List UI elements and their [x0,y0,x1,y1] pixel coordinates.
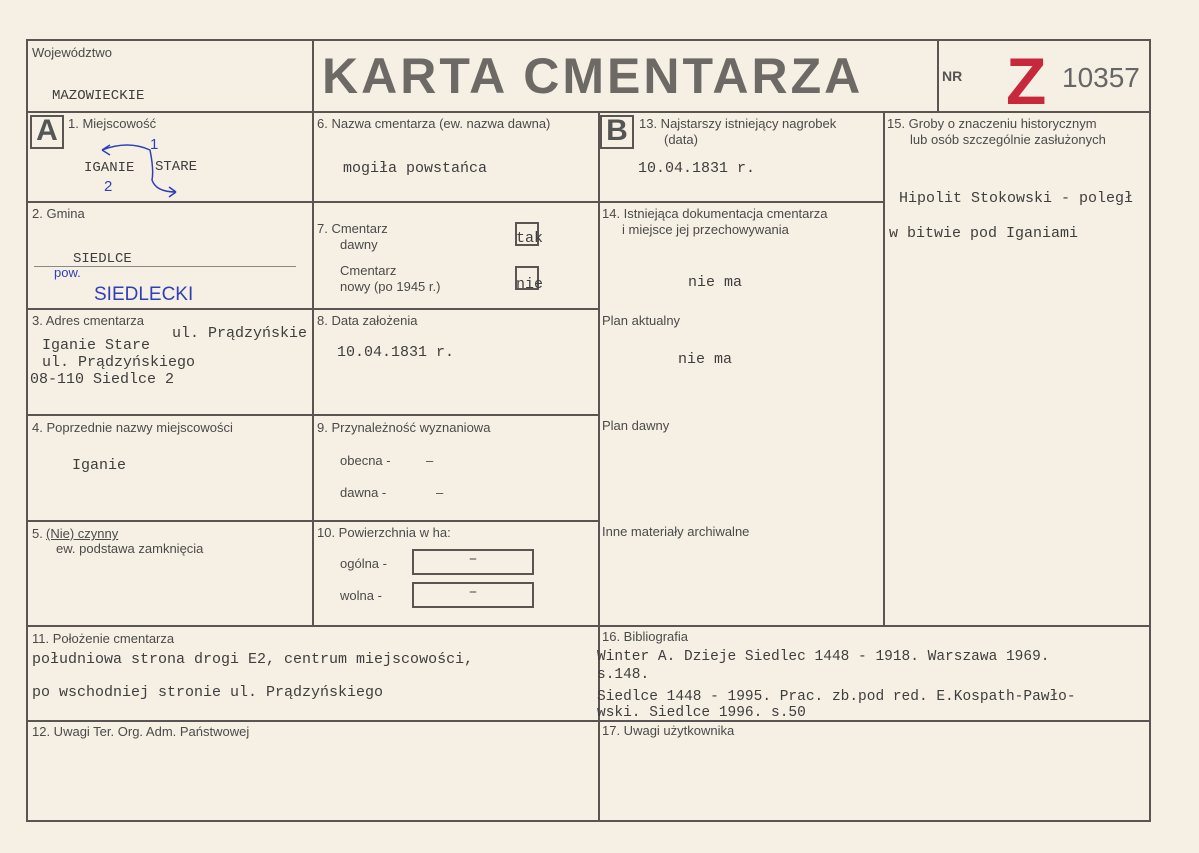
f12-label: 12. Uwagi Ter. Org. Adm. Państwowej [32,724,250,739]
f1-value-2: STARE [155,159,198,175]
f1-note-1: 1 [150,136,159,153]
f16-line1: Winter A. Dzieje Siedlec 1448 - 1918. Warszawa 1969. [597,649,1050,665]
page-title: KARTA CMENTARZA [322,48,864,104]
f9-label: 9. Przynależność wyznaniowa [317,420,491,435]
swap-arrow-icon [98,140,183,200]
f4-value: Iganie [72,457,127,474]
f14-label2: i miejsce jej przechowywania [622,222,789,237]
f2-label: 2. Gmina [32,206,85,221]
f9-dawna-value: – [436,485,444,500]
plan-dawny-label: Plan dawny [602,418,670,433]
f2-note-value: SIEDLECKI [94,284,194,305]
f13-label1: 13. Najstarszy istniejący nagrobek [639,116,837,131]
f1-value-1: IGANIE [84,160,135,176]
f8-value: 10.04.1831 r. [337,344,455,361]
f5-sub: ew. podstawa zamknięcia [56,541,204,556]
plan-aktualny-label: Plan aktualny [602,313,681,328]
wojewodztwo-value: MAZOWIECKIE [52,88,145,104]
f10-wolna-label: wolna - [340,588,382,603]
f7-value-b: nie [516,276,544,293]
f16-line2: s.148. [597,667,650,683]
f15-label2: lub osób szczególnie zasłużonych [910,132,1106,147]
f5-label-num: 5. [32,526,43,541]
f3-label: 3. Adres cmentarza [32,313,144,328]
f3-line1: Iganie Stare [42,337,151,354]
f9-obecna-label: obecna - [340,453,391,468]
f7-label-b2: nowy (po 1945 r.) [340,279,441,294]
f10-label: 10. Powierzchnia w ha: [317,525,451,540]
f11-label: 11. Położenie cmentarza [32,631,175,646]
f3-line2: ul. Prądzyńskiego [42,354,196,371]
f15-line1: Hipolit Stokowski - poległ [899,190,1134,207]
f3-line3: 08-110 Siedlce 2 [30,371,175,388]
section-b-letter: B [600,115,634,149]
f8-label: 8. Data założenia [317,313,418,328]
f14-label1: 14. Istniejąca dokumentacja cmentarza [602,206,828,221]
cell-f14 [598,201,885,627]
f5-label: (Nie) czynny [46,526,119,541]
f17-label: 17. Uwagi użytkownika [602,723,735,738]
nr-label: NR [942,68,963,84]
f2-note-pow: pow. [54,265,81,280]
f16-line4: wski. Siedlce 1996. s.50 [597,705,806,721]
f7-label-a1: 7. Cmentarz [317,221,388,236]
f4-label: 4. Poprzednie nazwy miejscowości [32,420,233,435]
nr-stamp: Z [1006,44,1047,118]
f6-value: mogiła powstańca [343,160,488,177]
f10-ogolna-value: – [412,549,534,575]
cell-f15 [883,111,1151,627]
f14-value: nie ma [688,274,743,291]
f9-dawna-label: dawna - [340,485,387,500]
f6-label: 6. Nazwa cmentarza (ew. nazwa dawna) [317,116,551,131]
f15-label1: 15. Groby o znaczeniu historycznym [887,116,1097,131]
f11-line1: południowa strona drogi E2, centrum miejscowości, [32,651,474,668]
plan-aktualny-value: nie ma [678,351,733,368]
inne-materialy-label: Inne materiały archiwalne [602,524,750,539]
f1-label: 1. Miejscowość [68,116,157,131]
f2-value: SIEDLCE [73,251,132,267]
f7-label-a2: dawny [340,237,378,252]
f10-wolna-value: – [412,582,534,608]
f7-value-a: tak [516,230,544,247]
f1-note-2: 2 [104,178,113,195]
f16-line3: Siedlce 1448 - 1995. Prac. zb.pod red. E.Kospath-Pawło- [597,689,1076,705]
f3-line0: ul. Prądzyńskie [172,325,308,342]
f15-line2: w bitwie pod Iganiami [889,225,1079,242]
f13-value: 10.04.1831 r. [638,160,756,177]
nr-value: 10357 [1062,62,1140,93]
f11-line2: po wschodniej stronie ul. Prądzyńskiego [32,684,384,701]
f7-label-b1: Cmentarz [340,263,397,278]
f9-obecna-value: – [426,453,434,468]
section-a-letter: A [30,115,64,149]
wojewodztwo-label: Województwo [32,45,112,60]
f10-ogolna-label: ogólna - [340,556,387,571]
f16-label: 16. Bibliografia [602,629,688,644]
f13-label2: (data) [664,132,698,147]
